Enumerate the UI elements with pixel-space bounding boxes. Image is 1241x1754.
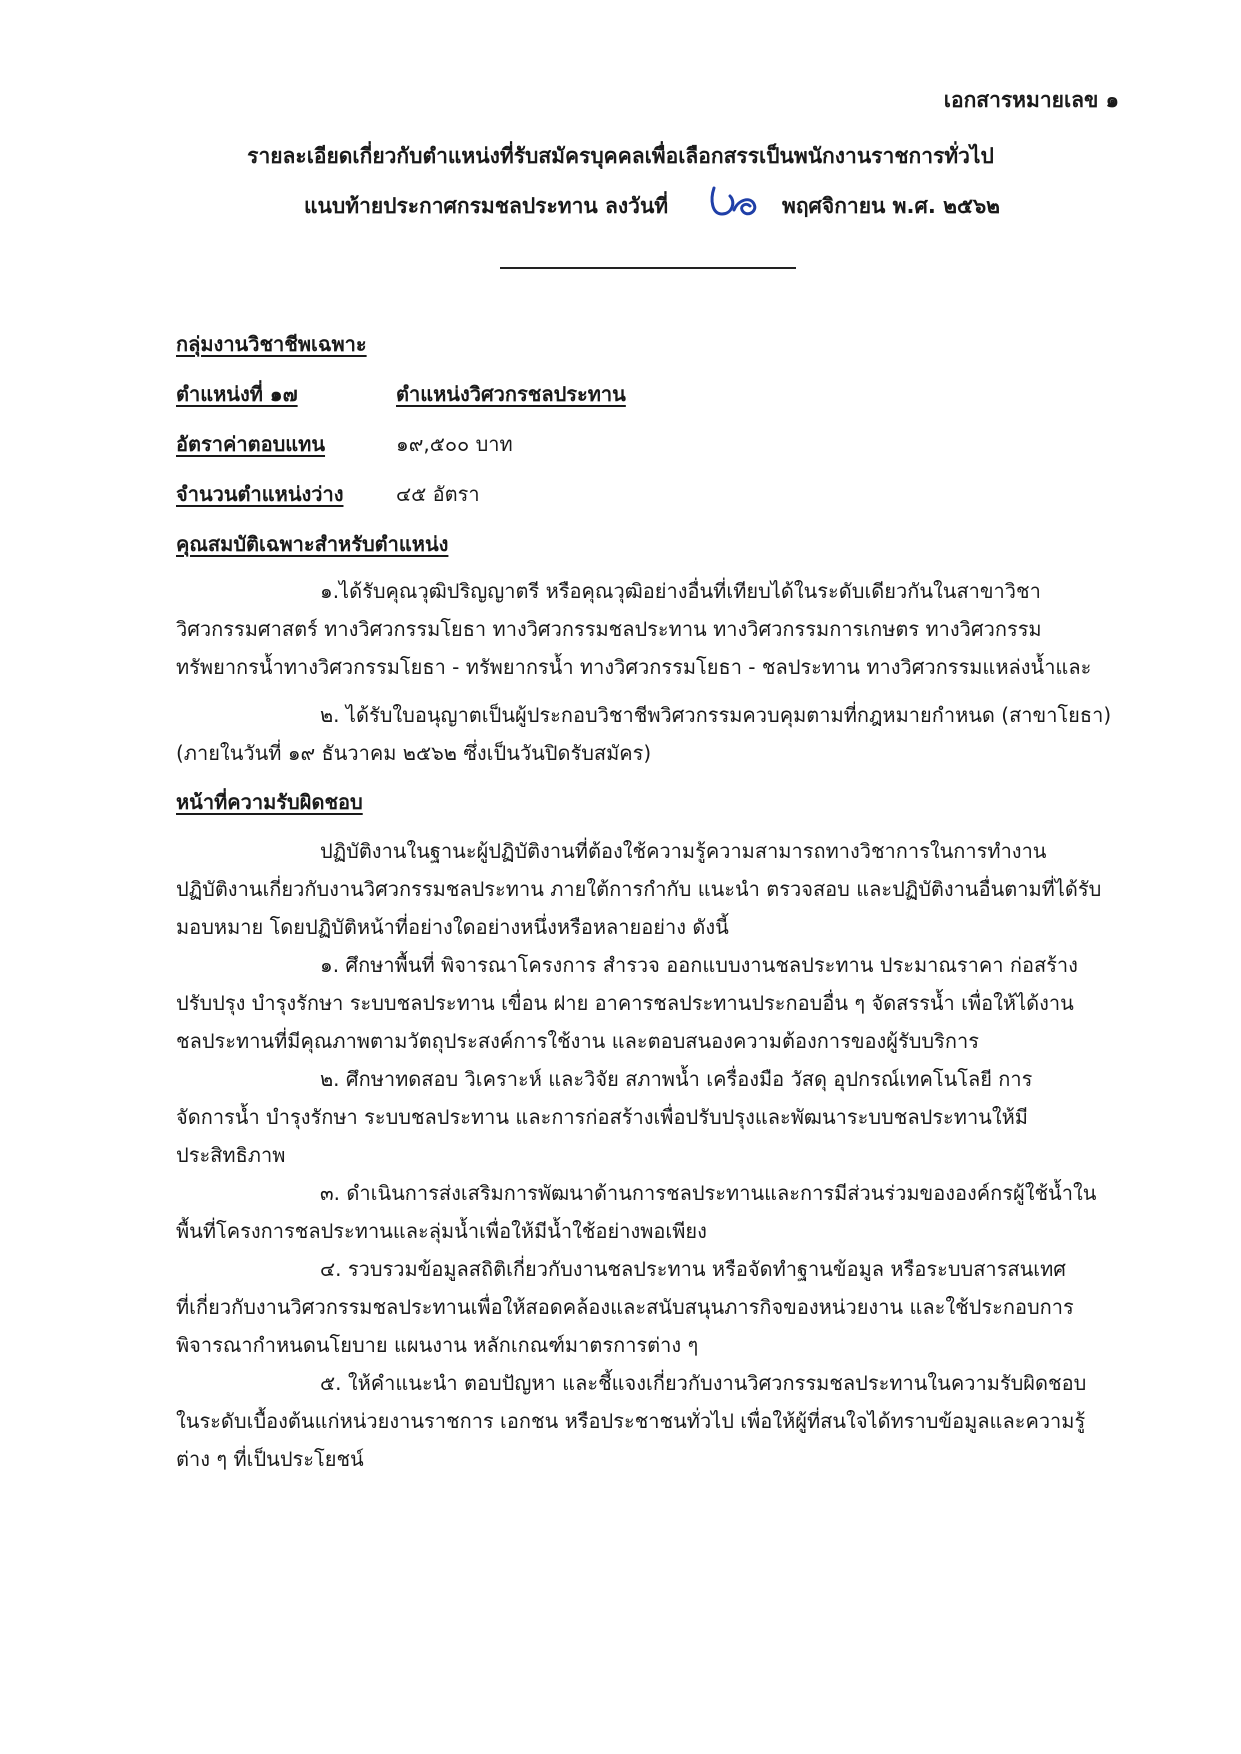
qualification-line: ๒. ได้รับใบอนุญาตเป็นผู้ประกอบวิชาชีพวิศวกรรมควบคุมตามที่กฎหมายกำหนด (สาขาโยธา) <box>320 703 1112 727</box>
vacancy-value: ๔๕ อัตรา <box>396 482 480 506</box>
duty-line: มอบหมาย โดยปฏิบัติหน้าที่อย่างใดอย่างหนึ่งหรือหลายอย่าง ดังนี้ <box>176 915 729 939</box>
duty-line: ๓. ดำเนินการส่งเสริมการพัฒนาด้านการชลประทานและการมีส่วนร่วมขององค์กรผู้ใช้น้ำใน <box>320 1181 1097 1205</box>
duty-line: ๕. ให้คำแนะนำ ตอบปัญหา และชี้แจงเกี่ยวกับงานวิศวกรรมชลประทานในความรับผิดชอบ <box>320 1371 1087 1395</box>
duty-line: ประสิทธิภาพ <box>176 1143 286 1167</box>
qualification-heading: คุณสมบัติเฉพาะสำหรับตำแหน่ง <box>176 532 449 556</box>
duty-block <box>176 832 1119 1478</box>
qualification-line: (ภายในวันที่ ๑๙ ธันวาคม ๒๕๖๒ ซึ่งเป็นวันปิดรับสมัคร) <box>176 741 652 765</box>
qualification-line: ๑.ได้รับคุณวุฒิปริญญาตรี หรือคุณวุฒิอย่างอื่นที่เทียบได้ในระดับเดียวกันในสาขาวิชา <box>320 579 1041 603</box>
duty-line: ปรับปรุง บำรุงรักษา ระบบชลประทาน เขื่อน ฝาย อาคารชลประทานประกอบอื่น ๆ จัดสรรน้ำ เพื่อให้ได้งาน <box>176 991 1074 1015</box>
duty-line: พิจารณากำหนดนโยบาย แผนงาน หลักเกณฑ์มาตรการต่าง ๆ <box>176 1333 699 1357</box>
duty-line: ต่าง ๆ ที่เป็นประโยชน์ <box>176 1447 364 1471</box>
position-name: ตำแหน่งวิศวกรชลประทาน <box>396 382 626 406</box>
document-number: เอกสารหมายเลข ๑ <box>943 88 1119 112</box>
duty-line: ปฏิบัติงานในฐานะผู้ปฏิบัติงานที่ต้องใช้ความรู้ความสามารถทางวิชาการในการทำงาน <box>320 839 1047 863</box>
salary-value: ๑๙,๕๐๐ บาท <box>396 432 513 456</box>
position-number-label: ตำแหน่งที่ ๑๗ <box>176 382 298 406</box>
title-line-1: รายละเอียดเกี่ยวกับตำแหน่งที่รับสมัครบุคคลเพื่อเลือกสรรเป็นพนักงานราชการทั่วไป <box>247 144 994 168</box>
title-line-2-suffix: พฤศจิกายน พ.ศ. ๒๕๖๒ <box>782 194 1001 218</box>
duty-line: ที่เกี่ยวกับงานวิศวกรรมชลประทานเพื่อให้สอดคล้องและสนับสนุนภารกิจของหน่วยงาน และใช้ประกอบการ <box>176 1295 1074 1319</box>
title-line-2-prefix: แนบท้ายประกาศกรมชลประทาน ลงวันที่ <box>304 194 669 218</box>
group-heading: กลุ่มงานวิชาชีพเฉพาะ <box>176 332 367 356</box>
separator-line <box>500 267 796 269</box>
vacancy-label: จำนวนตำแหน่งว่าง <box>176 482 344 506</box>
duty-heading: หน้าที่ความรับผิดชอบ <box>176 790 363 814</box>
duty-line: ๔. รวบรวมข้อมูลสถิติเกี่ยวกับงานชลประทาน หรือจัดทำฐานข้อมูล หรือระบบสารสนเทศ <box>320 1257 1066 1281</box>
salary-label: อัตราค่าตอบแทน <box>176 432 326 456</box>
qualification-block-2 <box>176 696 1119 772</box>
qualification-line: วิศวกรรมศาสตร์ ทางวิศวกรรมโยธา ทางวิศวกรรมชลประทาน ทางวิศวกรรมการเกษตร ทางวิศวกรรม <box>176 617 1042 641</box>
qualification-block-1 <box>176 572 1119 686</box>
qualification-line: ทรัพยากรน้ำทางวิศวกรรมโยธา - ทรัพยากรน้ำ ทางวิศวกรรมโยธา - ชลประทาน ทางวิศวกรรมแหล่งน้ำและ <box>176 655 1092 679</box>
duty-line: จัดการน้ำ บำรุงรักษา ระบบชลประทาน และการก่อสร้างเพื่อปรับปรุงและพัฒนาระบบชลประทานให้มี <box>176 1105 1028 1129</box>
duty-line: ชลประทานที่มีคุณภาพตามวัตถุประสงค์การใช้งาน และตอบสนองความต้องการของผู้รับบริการ <box>176 1029 979 1053</box>
handwritten-day-number <box>706 180 762 222</box>
duty-line: ปฏิบัติงานเกี่ยวกับงานวิศวกรรมชลประทาน ภายใต้การกำกับ แนะนำ ตรวจสอบ และปฏิบัติงานอื่นตามที่ได้รับ <box>176 877 1102 901</box>
duty-line: ๒. ศึกษาทดสอบ วิเคราะห์ และวิจัย สภาพน้ำ เครื่องมือ วัสดุ อุปกรณ์เทคโนโลยี การ <box>320 1067 1033 1091</box>
duty-line: พื้นที่โครงการชลประทานและลุ่มน้ำเพื่อให้มีน้ำใช้อย่างพอเพียง <box>176 1219 707 1243</box>
duty-line: ๑. ศึกษาพื้นที่ พิจารณาโครงการ สำรวจ ออกแบบงานชลประทาน ประมาณราคา ก่อสร้าง <box>320 953 1078 977</box>
duty-line: ในระดับเบื้องต้นแก่หน่วยงานราชการ เอกชน หรือประชาชนทั่วไป เพื่อให้ผู้ที่สนใจได้ทราบข้อมูลและความรู้ <box>176 1409 1086 1433</box>
